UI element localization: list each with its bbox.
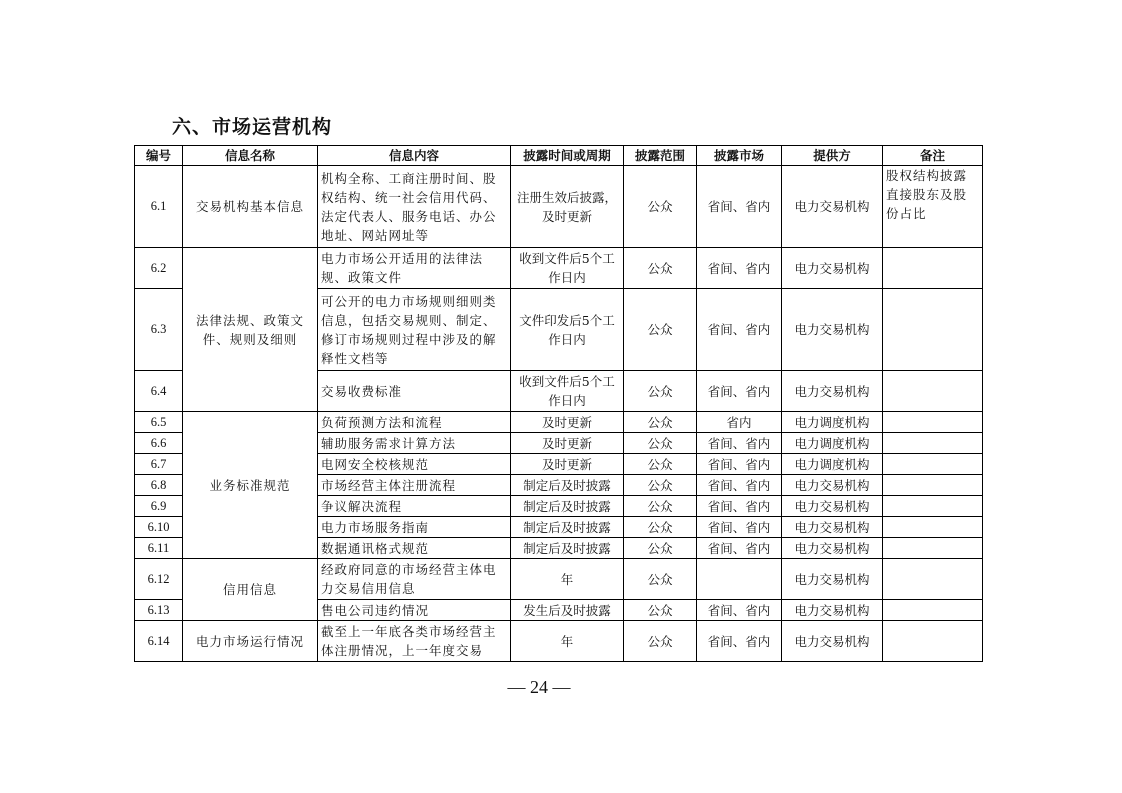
row-time: 制定后及时披露	[511, 475, 624, 496]
row-scope: 公众	[624, 517, 697, 538]
row-remark	[883, 371, 983, 412]
row-time: 注册生效后披露，及时更新	[511, 166, 624, 248]
row-provider: 电力交易机构	[782, 475, 883, 496]
row-content: 经政府同意的市场经营主体电力交易信用信息	[318, 559, 511, 600]
row-time: 制定后及时披露	[511, 517, 624, 538]
row-market: 省间、省内	[697, 600, 782, 621]
row-time: 收到文件后5个工作日内	[511, 371, 624, 412]
row-content: 售电公司违约情况	[318, 600, 511, 621]
row-provider: 电力调度机构	[782, 454, 883, 475]
table-header-row	[135, 146, 983, 166]
row-provider: 电力交易机构	[782, 289, 883, 371]
row-content: 可公开的电力市场规则细则类信息，包括交易规则、制定、修订市场规则过程中涉及的解释性文档等	[318, 289, 511, 371]
row-content: 电力市场服务指南	[318, 517, 511, 538]
header-no: 编号	[135, 146, 183, 166]
row-content: 争议解决流程	[318, 496, 511, 517]
row-remark	[883, 600, 983, 621]
row-number: 6.7	[135, 454, 183, 475]
row-content: 数据通讯格式规范	[318, 538, 511, 559]
row-scope: 公众	[624, 289, 697, 371]
row-scope: 公众	[624, 496, 697, 517]
row-scope: 公众	[624, 559, 697, 600]
row-time: 制定后及时披露	[511, 496, 624, 517]
row-remark	[883, 433, 983, 454]
table-row	[135, 412, 983, 433]
row-name: 交易机构基本信息	[183, 166, 318, 248]
row-provider: 电力调度机构	[782, 412, 883, 433]
row-content: 电网安全校核规范	[318, 454, 511, 475]
row-market: 省间、省内	[697, 166, 782, 248]
row-number: 6.1	[135, 166, 183, 248]
row-market: 省内	[697, 412, 782, 433]
row-name: 业务标准规范	[183, 412, 318, 559]
row-number: 6.14	[135, 621, 183, 662]
row-number: 6.12	[135, 559, 183, 600]
row-provider: 电力调度机构	[782, 433, 883, 454]
row-market: 省间、省内	[697, 538, 782, 559]
section-title: 六、市场运营机构	[172, 116, 333, 138]
row-number: 6.5	[135, 412, 183, 433]
row-market: 省间、省内	[697, 454, 782, 475]
row-name: 电力市场运行情况	[183, 621, 318, 662]
row-market: 省间、省内	[697, 475, 782, 496]
header-scope: 披露范围	[624, 146, 697, 166]
row-scope: 公众	[624, 600, 697, 621]
row-remark	[883, 475, 983, 496]
row-scope: 公众	[624, 371, 697, 412]
header-name: 信息名称	[183, 146, 318, 166]
row-provider: 电力交易机构	[782, 371, 883, 412]
row-market: 省间、省内	[697, 248, 782, 289]
row-scope: 公众	[624, 454, 697, 475]
row-remark	[883, 559, 983, 600]
row-market: 省间、省内	[697, 289, 782, 371]
row-market: 省间、省内	[697, 496, 782, 517]
row-market	[697, 559, 782, 600]
row-scope: 公众	[624, 433, 697, 454]
row-content: 机构全称、工商注册时间、股权结构、统一社会信用代码、法定代表人、服务电话、办公地址、网站网址等	[318, 166, 511, 248]
row-remark	[883, 517, 983, 538]
row-scope: 公众	[624, 412, 697, 433]
row-content: 负荷预测方法和流程	[318, 412, 511, 433]
row-content: 电力市场公开适用的法律法规、政策文件	[318, 248, 511, 289]
row-market: 省间、省内	[697, 621, 782, 662]
row-name: 法律法规、政策文件、规则及细则	[183, 248, 318, 412]
header-market: 披露市场	[697, 146, 782, 166]
row-number: 6.3	[135, 289, 183, 371]
row-provider: 电力交易机构	[782, 621, 883, 662]
disclosure-table	[134, 145, 983, 662]
row-time: 及时更新	[511, 412, 624, 433]
row-provider: 电力交易机构	[782, 538, 883, 559]
header-time: 披露时间或周期	[511, 146, 624, 166]
table-row	[135, 248, 983, 289]
row-scope: 公众	[624, 248, 697, 289]
row-provider: 电力交易机构	[782, 248, 883, 289]
row-market: 省间、省内	[697, 517, 782, 538]
row-provider: 电力交易机构	[782, 517, 883, 538]
row-number: 6.10	[135, 517, 183, 538]
row-time: 年	[511, 621, 624, 662]
row-time: 年	[511, 559, 624, 600]
row-content: 市场经营主体注册流程	[318, 475, 511, 496]
table-row	[135, 621, 983, 662]
row-remark	[883, 496, 983, 517]
row-number: 6.6	[135, 433, 183, 454]
row-provider: 电力交易机构	[782, 496, 883, 517]
row-number: 6.2	[135, 248, 183, 289]
row-remark	[883, 454, 983, 475]
row-content: 辅助服务需求计算方法	[318, 433, 511, 454]
row-remark	[883, 621, 983, 662]
row-scope: 公众	[624, 621, 697, 662]
table-row	[135, 559, 983, 600]
header-provider: 提供方	[782, 146, 883, 166]
row-number: 6.13	[135, 600, 183, 621]
row-remark	[883, 289, 983, 371]
row-number: 6.9	[135, 496, 183, 517]
page-number: — 24 —	[507, 677, 571, 697]
row-time: 及时更新	[511, 433, 624, 454]
row-market: 省间、省内	[697, 371, 782, 412]
row-scope: 公众	[624, 538, 697, 559]
header-remark: 备注	[883, 146, 983, 166]
table-row	[135, 166, 983, 248]
row-name: 信用信息	[183, 559, 318, 621]
row-time: 及时更新	[511, 454, 624, 475]
row-number: 6.4	[135, 371, 183, 412]
row-remark	[883, 412, 983, 433]
row-remark	[883, 538, 983, 559]
row-scope: 公众	[624, 475, 697, 496]
row-provider: 电力交易机构	[782, 559, 883, 600]
row-remark	[883, 248, 983, 289]
row-market: 省间、省内	[697, 433, 782, 454]
header-content: 信息内容	[318, 146, 511, 166]
row-number: 6.8	[135, 475, 183, 496]
row-provider: 电力交易机构	[782, 166, 883, 248]
row-time: 文件印发后5个工作日内	[511, 289, 624, 371]
row-time: 收到文件后5个工作日内	[511, 248, 624, 289]
row-number: 6.11	[135, 538, 183, 559]
row-scope: 公众	[624, 166, 697, 248]
row-provider: 电力交易机构	[782, 600, 883, 621]
row-remark: 股权结构披露直接股东及股份占比	[883, 166, 983, 248]
row-content: 交易收费标准	[318, 371, 511, 412]
row-time: 制定后及时披露	[511, 538, 624, 559]
row-content: 截至上一年底各类市场经营主体注册情况，上一年度交易	[318, 621, 511, 662]
row-time: 发生后及时披露	[511, 600, 624, 621]
